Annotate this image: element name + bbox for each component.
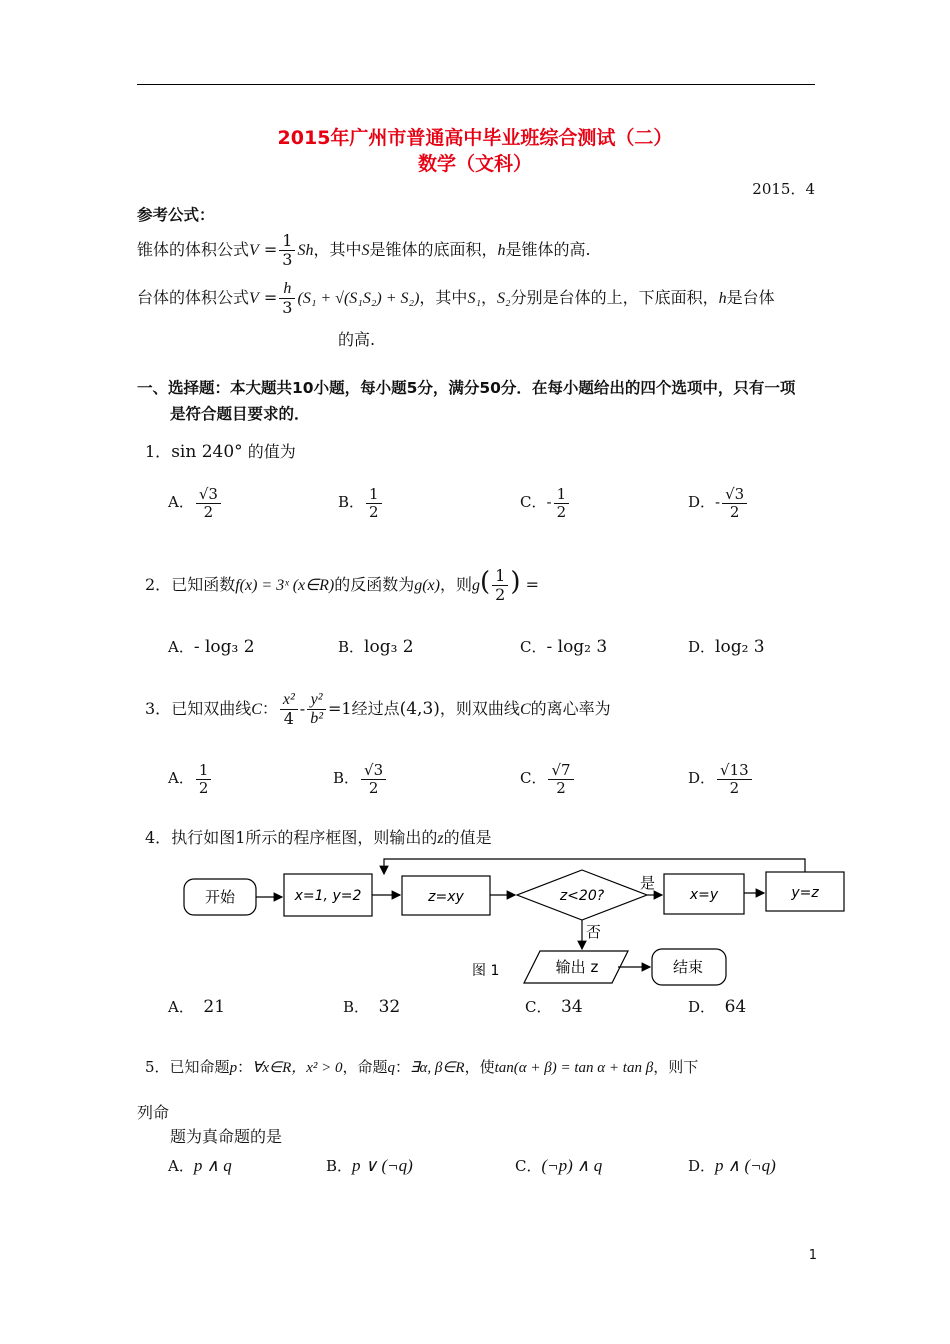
- flow-xy-text: x=y: [689, 887, 719, 903]
- flow-output-text: 输出 z: [555, 958, 599, 976]
- cone-prefix: 锥体的体积公式: [137, 240, 250, 259]
- q1-option-b[interactable]: B． $\frac{1}{2}$: [338, 486, 384, 520]
- cone-sh: Sh: [297, 242, 314, 259]
- q5-line3: 题为真命题的是: [170, 1127, 283, 1146]
- cone-v: V: [249, 242, 259, 259]
- question-1: 1．sin 240° 的值为: [145, 442, 296, 462]
- q1-option-d[interactable]: D．- $\frac{√3}{2}$: [688, 486, 749, 520]
- section1-line2: 是符合题目要求的．: [170, 405, 310, 423]
- q5-option-b[interactable]: B．p ∨ (¬q): [326, 1156, 413, 1175]
- formulas-heading: 参考公式：: [137, 206, 215, 224]
- flowchart-figure: [0, 850, 950, 990]
- q4-option-a[interactable]: A． 21: [168, 997, 226, 1017]
- frustum-tail: 的高.: [338, 330, 376, 349]
- q2-option-a[interactable]: A．- log₃ 2: [168, 637, 255, 657]
- exam-subtitle: 数学（文科）: [417, 153, 532, 175]
- q5-option-a[interactable]: A．p ∧ q: [168, 1156, 232, 1175]
- q5-option-d[interactable]: D．p ∧ (¬q): [688, 1156, 776, 1175]
- q3-option-c[interactable]: C． $\frac{√7}{2}$: [520, 762, 576, 796]
- q4-option-d[interactable]: D． 64: [688, 997, 747, 1017]
- q5-line2: 列命: [137, 1103, 170, 1122]
- q1-option-a[interactable]: A． $\frac{√3}{2}$: [168, 486, 223, 520]
- q2-option-d[interactable]: D．log₂ 3: [688, 637, 765, 657]
- cone-formula: 锥体的体积公式V = $\frac{1}{3}$ Sh，其中S是锥体的底面积，h是锥体的高.: [137, 231, 591, 269]
- flow-start-text: 开始: [204, 888, 236, 906]
- q1-expr: sin 240°: [171, 442, 243, 462]
- exam-date: 2015．4: [752, 180, 815, 198]
- q4-option-b[interactable]: B． 32: [343, 997, 401, 1017]
- flow-no-label: 否: [586, 923, 602, 941]
- flow-init-text: x=1, y=2: [294, 888, 362, 904]
- flow-cond-text: z<20?: [559, 888, 605, 904]
- q3-option-a[interactable]: A． $\frac{1}{2}$: [168, 762, 213, 796]
- q2-func: f(x) = 3ˣ (x∈R): [235, 577, 335, 594]
- question-2: 2．已知函数f(x) = 3ˣ (x∈R)的反函数为g(x)，则g( $\frac{1}{2}$ ) =: [145, 566, 539, 604]
- cone-eq: =: [263, 240, 278, 259]
- flow-caption: 图 1: [472, 963, 500, 979]
- frustum-fraction: $\frac{h}{3}$: [279, 280, 295, 316]
- flow-assign-text: z=xy: [428, 889, 464, 905]
- q2-option-b[interactable]: B．log₃ 2: [338, 637, 414, 657]
- flow-yes-label: 是: [640, 874, 656, 892]
- section1-line1: 一、选择题：本大题共10小题，每小题5分，满分50分．在每小题给出的四个选项中，只有一项: [137, 379, 796, 397]
- frustum-formula: 台体的体积公式V = $\frac{h}{3}$ (S₁ + √(S₁S₂) + S₂)，其中S₁，S₂分别是台体的上，下底面积，h是台体: [137, 280, 775, 317]
- q3-option-b[interactable]: B． $\frac{√3}{2}$: [333, 762, 388, 796]
- question-3: 3．已知双曲线C： $\frac{\text{x²}}{4}$ - $\frac{\text{y²}}{\text{b²}}$ =1经过点(4,3)，则双曲线C的离心率为: [145, 691, 611, 728]
- q1-option-c[interactable]: C．- $\frac{1}{2}$: [520, 486, 571, 520]
- q2-option-c[interactable]: C．- log₂ 3: [520, 637, 608, 657]
- question-4: 4．执行如图1所示的程序框图，则输出的z的值是: [145, 828, 492, 847]
- frustum-expr: (S₁ + √(S₁S₂) + S₂): [297, 290, 420, 307]
- flow-yz-text: y=z: [791, 885, 819, 901]
- q5-option-c[interactable]: C．(¬p) ∧ q: [515, 1156, 603, 1175]
- exam-title: 2015年广州市普通高中毕业班综合测试（二）: [277, 127, 673, 149]
- q4-option-c[interactable]: C． 34: [525, 997, 583, 1017]
- page-number: 1: [808, 1248, 817, 1263]
- question-5: 5．已知命题p：∀x∈R，x² > 0，命题q：∃α, β∈R，使tan(α + β) = tan α + tan β，则下: [145, 1058, 699, 1076]
- q3-option-d[interactable]: D． $\frac{√13}{2}$: [688, 762, 754, 796]
- cone-fraction: $\frac{1}{3}$: [279, 232, 295, 268]
- header-rule: [137, 84, 815, 85]
- flow-end-text: 结束: [672, 958, 704, 976]
